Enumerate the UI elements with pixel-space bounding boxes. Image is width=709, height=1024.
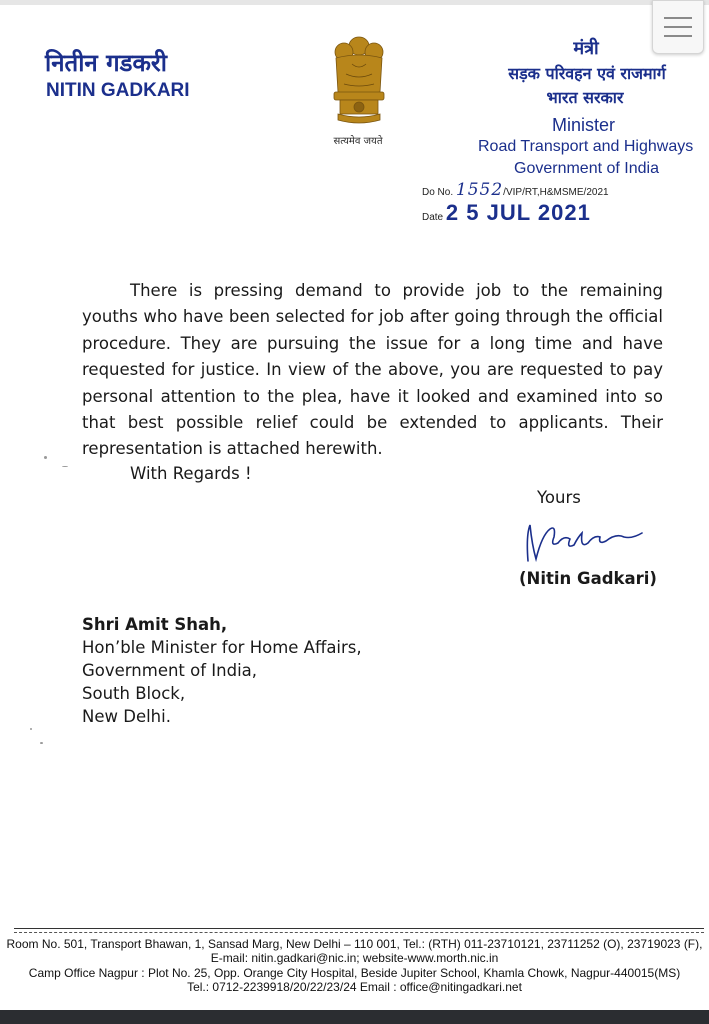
date-label: Date bbox=[422, 212, 444, 223]
scan-speck bbox=[44, 456, 47, 459]
national-emblem-icon bbox=[322, 34, 396, 138]
addressee-name: Shri Amit Shah, bbox=[82, 615, 228, 634]
sender-name-english: NITIN GADKARI bbox=[46, 80, 190, 101]
do-number-label: Do No. bbox=[422, 187, 454, 198]
ministry-department-english: Road Transport and Highways bbox=[478, 138, 694, 155]
signer-name: (Nitin Gadkari) bbox=[519, 569, 657, 588]
date-line bbox=[422, 200, 591, 226]
footer-line-3: Camp Office Nagpur : Plot No. 25, Opp. Orange City Hospital, Beside Jupiter School, Khamla Chowk, Nagpur-440015(MS) bbox=[28, 966, 681, 980]
ministry-hindi-title: मंत्री bbox=[573, 38, 599, 59]
date-stamp: 2 5 JUL 2021 bbox=[445, 200, 591, 225]
emblem-motto: सत्यमेव जयते bbox=[333, 136, 383, 147]
addressee-line-1: Hon’ble Minister for Home Affairs, bbox=[82, 638, 362, 657]
handwritten-signature bbox=[520, 515, 650, 575]
footer-rule-dashed bbox=[14, 932, 704, 933]
addressee-line-2: Government of India, bbox=[82, 661, 258, 680]
letter-body bbox=[82, 278, 663, 463]
viewer-top-bar bbox=[0, 0, 709, 5]
footer-line-4: Tel.: 0712-2239918/20/22/23/24 Email : office@nitingadkari.net bbox=[187, 980, 522, 994]
footer-line-1: Room No. 501, Transport Bhawan, 1, Sansad Marg, New Delhi – 110 001, Tel.: (RTH) 011-23710121, 23711252 (O), 23719023 (F), bbox=[6, 937, 703, 951]
letter-body-text: There is pressing demand to provide job to the remaining youths who have been selected for job after going through the official procedure. They are pursuing the issue for a long time and have requested for justice. In view of the above, you are requested to pay personal attention to the plea, have it looked and examined into so that best possible relief could be extended to applicants. Their representation is attached herewith. bbox=[82, 281, 663, 459]
scan-speck bbox=[30, 728, 32, 730]
footer-line-2: E-mail: nitin.gadkari@nic.in; website-www.morth.nic.in bbox=[210, 951, 499, 965]
ministry-government-english: Government of India bbox=[514, 160, 659, 177]
regards-line: With Regards ! bbox=[130, 464, 252, 483]
footer-rule bbox=[14, 928, 704, 929]
ministry-hindi-department: सड़क परिवहन एवं राजमार्ग bbox=[508, 64, 666, 83]
closing-line: Yours bbox=[537, 488, 581, 507]
do-number-line bbox=[422, 180, 609, 200]
ministry-title-english: Minister bbox=[552, 115, 616, 135]
scan-speck bbox=[62, 466, 68, 467]
viewer-bottom-bar bbox=[0, 1010, 709, 1024]
do-number-suffix: /VIP/RT,H&MSME/2021 bbox=[503, 187, 609, 198]
do-number-handwritten: 1552 bbox=[455, 180, 504, 200]
addressee-line-4: New Delhi. bbox=[82, 707, 171, 726]
hamburger-menu-icon[interactable] bbox=[652, 0, 704, 54]
sender-name-hindi: नितीन गडकरी bbox=[45, 49, 167, 77]
ministry-hindi-government: भारत सरकार bbox=[546, 88, 624, 107]
scan-speck bbox=[40, 742, 43, 744]
addressee-line-3: South Block, bbox=[82, 684, 186, 703]
